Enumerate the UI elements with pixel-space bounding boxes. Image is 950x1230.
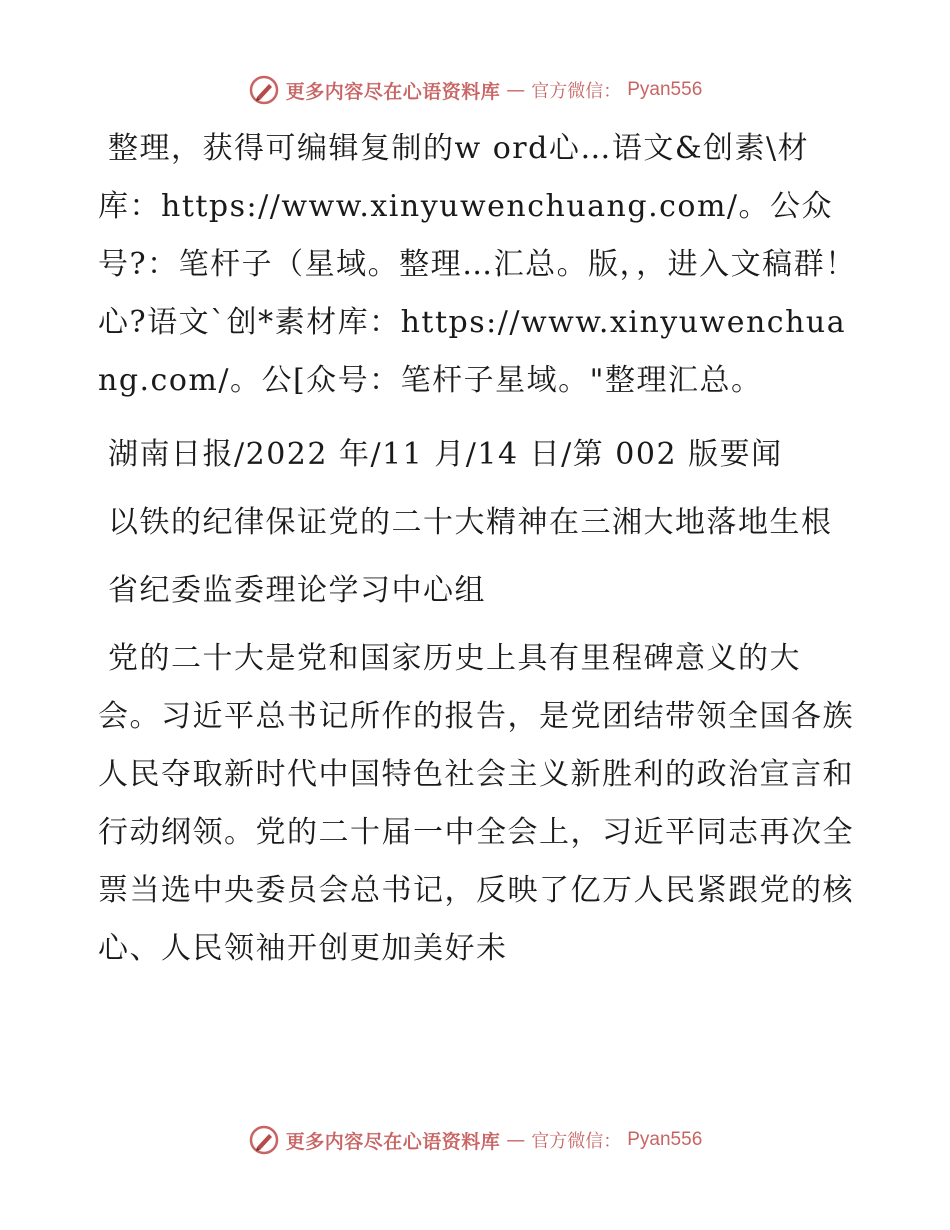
banner-main-text: 更多内容尽在心语资料库 [285,80,501,103]
banner-wechat-label: 官方微信： [531,1131,622,1152]
intro-paragraph: 整理，获得可编辑复制的w ord心…语文&创素\材库：https://www.xinyuwenchuang.com/。公众号?：笔杆子（星域。整理…汇总。版，，进入文稿群！心?语文`创*素材库：https://www.xinyuwenchuang.com/。公[众号：笔杆子星域。"整理汇总。 [98,131,857,398]
body-paragraph: 党的二十大是党和国家历史上具有里程碑意义的大会。习近平总书记所作的报告，是党团结带领全国各族人民夺取新时代中国特色社会主义新胜利的政治宣言和行动纲领。党的二十届一中全会上，习近平同志再次全票当选中央委员会总书记，反映了亿万人民紧跟党的核心、人民领袖开创更加美好未 [98,641,854,966]
pen-circle-logo-icon [248,74,280,106]
banner-wechat-label: 官方微信： [531,81,622,102]
pen-circle-logo-icon [248,1124,280,1156]
article-title: 以铁的纪律保证党的二十大精神在三湘大地落地生根 [108,505,833,540]
footer-watermark-banner [0,1120,950,1160]
article-author: 省纪委监委理论学习中心组 [108,573,486,608]
banner-main-text: 更多内容尽在心语资料库 [285,1130,501,1153]
source-line: 湖南日报/2022 年/11 月/14 日/第 002 版要闻 [108,437,783,472]
banner-wechat-id: Pyan556 [627,79,703,100]
document-body [98,120,858,994]
banner-dash: — [506,1129,526,1151]
banner-dash: — [506,79,526,101]
banner-wechat-id: Pyan556 [627,1129,703,1150]
header-watermark-banner [0,70,950,110]
